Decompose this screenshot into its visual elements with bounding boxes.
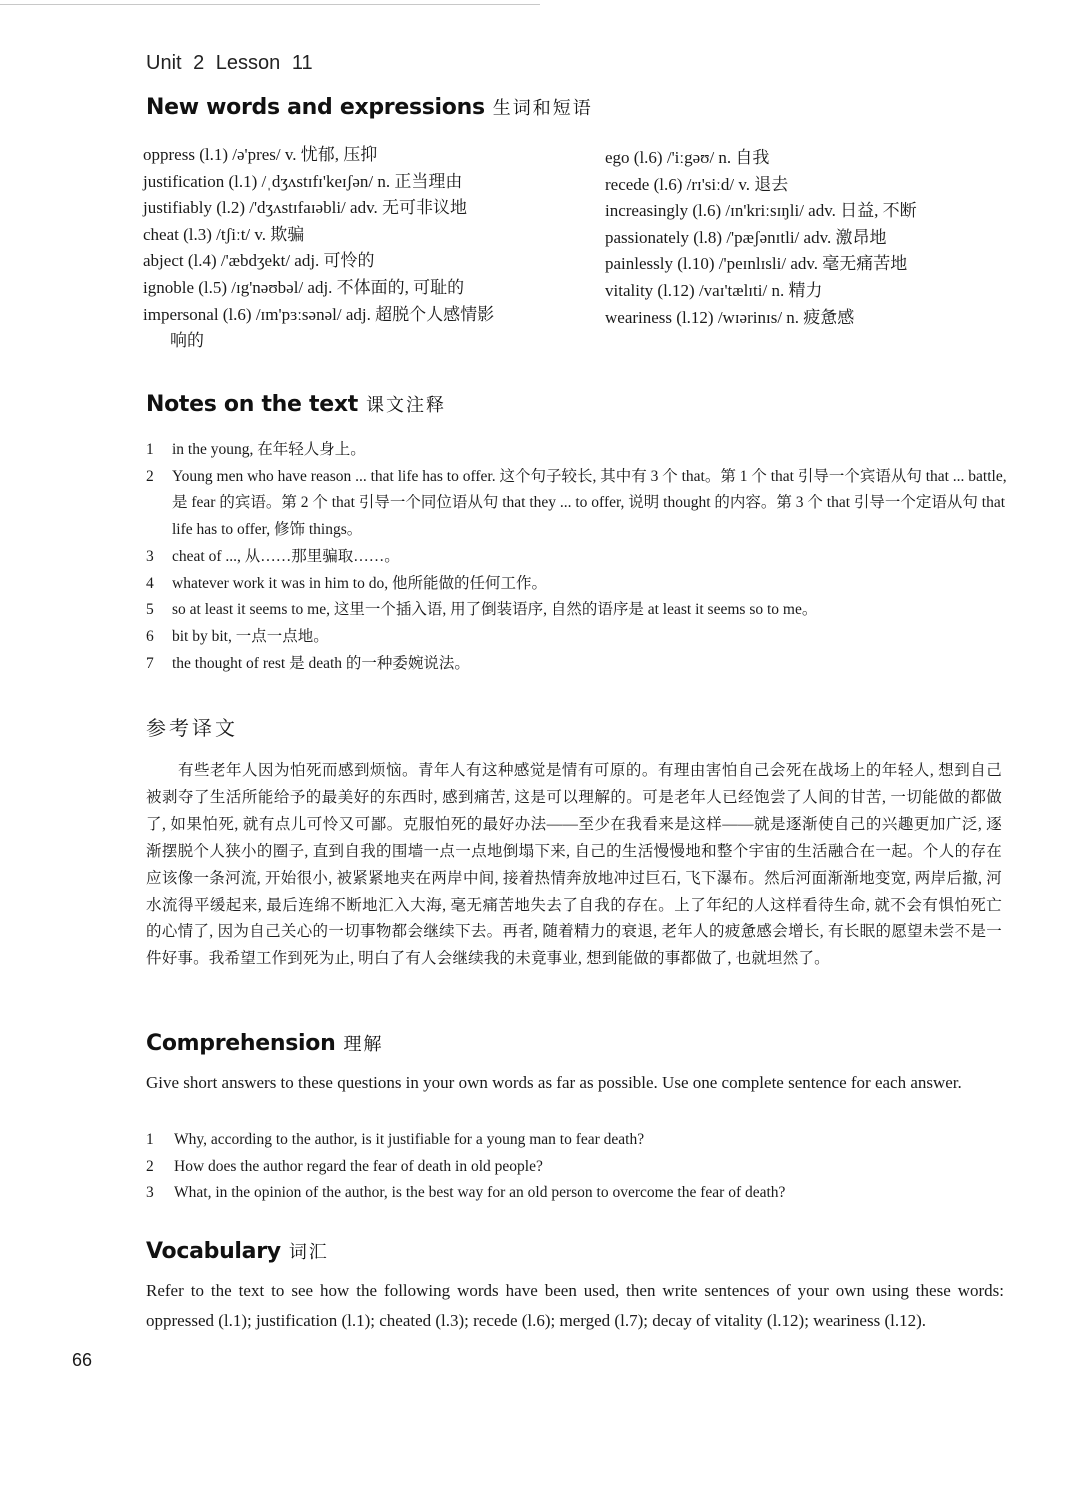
- note-item: [146, 437, 1016, 464]
- vocab-entry: passionately (l.8) /'pæʃənɪtli/ adv. 激昂地: [605, 227, 887, 247]
- note-item: [146, 544, 1016, 571]
- note-number: 3: [146, 547, 154, 565]
- notes-title: Notes on the text: [146, 392, 358, 417]
- translation-body: 有些老年人因为怕死而感到烦恼。青年人有这种感觉是情有可原的。有理由害怕自己会死在战场上的年轻人, 想到自己被剥夺了生活所能给予的最美好的东西时, 感到痛苦, 这是可以理解的。可是老年人已经饱尝了人间的甘苦, 一切能做的都做了, 如果怕死, 就有点儿可怜又可鄙。克服怕死的最好办法——至少在我看来是这样——就是逐渐使自己的兴趣更加广泛, 逐渐摆脱个人狭小的圈子, 直到自我的围墙一点一点地倒塌下来, 自己的生活慢慢地和整个宇宙的生活融合在一起。个人的存在应该像一条河流, 开始很小, 被紧紧地夹在两岸中间, 接着热情奔放地冲过巨石, 飞下瀑布。然后河面渐渐地变宽, 两岸后撤, 河水流得平缓起来, 最后连绵不断地汇入大海, 毫无痛苦地失去了自我的存在。上了年纪的人这样看待生命, 就不会有惧怕死亡的心情了, 因为自己关心的一切事物都会继续下去。再者, 随着精力的衰退, 老年人的疲惫感会增长, 有长眠的愿望未尝不是一件好事。我希望工作到死为止, 明白了有人会继续我的未竟事业, 想到能做的事都做了, 也就坦然了。: [146, 762, 1002, 968]
- comprehension-heading: [146, 1030, 383, 1056]
- question-number: 2: [146, 1157, 154, 1175]
- note-number: 4: [146, 574, 154, 592]
- note-text: the thought of rest 是 death 的一种委婉说法。: [172, 654, 470, 672]
- vocab-entry: increasingly (l.6) /ɪn'kriːsɪŋli/ adv. 日益, 不断: [605, 201, 917, 221]
- vocab-list-right: [605, 145, 917, 331]
- question-text: What, in the opinion of the author, is the best way for an old person to overcome the fear of death?: [174, 1184, 786, 1202]
- note-item: [146, 464, 1016, 544]
- vocab-entry: vitality (l.12) /vaɪ'tælɪti/ n. 精力: [605, 280, 823, 300]
- question-number: 1: [146, 1131, 154, 1148]
- vocabulary-heading: [146, 1238, 329, 1264]
- note-number: 1: [146, 441, 154, 458]
- note-item: [146, 597, 1016, 624]
- note-text: cheat of ..., 从……那里骗取……。: [172, 547, 400, 565]
- note-text: in the young, 在年轻人身上。: [172, 441, 366, 458]
- vocabulary-instruction: Refer to the text to see how the following words have been used, then write sentences of your own using these words: oppressed (l.1); justification (l.1); cheated (l.3); recede (l.6); merged (l.7); decay of vitality (l.12); weariness (l.12).: [146, 1281, 1004, 1330]
- question-number: 3: [146, 1184, 154, 1202]
- note-text: whatever work it was in him to do, 他所能做的任何工作。: [172, 574, 547, 592]
- vocab-entry: oppress (l.1) /ə'pres/ v. 忧郁, 压抑: [143, 145, 378, 164]
- vocab-entry: painlessly (l.10) /'peɪnlɪsli/ adv. 毫无痛苦地: [605, 254, 908, 274]
- note-number: 7: [146, 654, 154, 672]
- note-number: 6: [146, 627, 154, 645]
- note-number: 5: [146, 601, 154, 619]
- vocab-entry: justification (l.1) /ˌdʒʌstɪfɪ'keɪʃən/ n. 正当理由: [143, 171, 463, 191]
- question-text: How does the author regard the fear of death in old people?: [174, 1157, 543, 1175]
- notes-title-cn: 课文注释: [365, 395, 446, 416]
- comprehension-title-cn: 理解: [343, 1034, 384, 1055]
- comprehension-title: Comprehension: [146, 1031, 336, 1056]
- note-item: [146, 571, 1016, 598]
- vocab-entry: ignoble (l.5) /ɪg'nəʊbəl/ adj. 不体面的, 可耻的: [143, 277, 465, 297]
- vocab-entry: recede (l.6) /rɪ'siːd/ v. 退去: [605, 174, 789, 194]
- comprehension-instruction: Give short answers to these questions in your own words as far as possible. Use one complete sentence for each answer.: [146, 1073, 962, 1092]
- vocab-entry: justifiably (l.2) /'dʒʌstɪfaɪəbli/ adv. 无可非议地: [143, 198, 467, 218]
- vocab-list-left: [143, 142, 494, 355]
- note-item: [146, 651, 1016, 678]
- new-words-title-cn: 生词和短语: [492, 98, 593, 119]
- question-text: Why, according to the author, is it justifiable for a young man to fear death?: [174, 1131, 645, 1148]
- note-text: bit by bit, 一点一点地。: [172, 627, 329, 645]
- question-item: [146, 1154, 1016, 1181]
- notes-heading: [146, 391, 446, 417]
- vocabulary-title-cn: 词汇: [288, 1242, 329, 1263]
- notes-list: [146, 437, 1016, 677]
- page-number: 66: [72, 1350, 93, 1370]
- translation-title: 参考译文: [146, 716, 238, 740]
- vocab-entry-continuation: 响的: [170, 331, 204, 351]
- vocab-entry: abject (l.4) /'æbdʒekt/ adj. 可怜的: [143, 251, 375, 271]
- note-item: [146, 624, 1016, 651]
- unit-lesson-header: Unit 2 Lesson 11: [146, 52, 313, 74]
- vocab-entry: cheat (l.3) /tʃiːt/ v. 欺骗: [143, 224, 305, 244]
- note-text: Young men who have reason ... that life has to offer. 这个句子较长, 其中有 3 个 that。第 1 个 that 引导一个宾语从句 that ... battle, 是 fear 的宾语。第 2 个 that 引导一个同位语从句 that they ... to offer, 说明 thought 的内容。第 3 个 that 引导一个定语从句 that life has to offer, 修饰 things。: [172, 467, 1007, 539]
- top-rule: [0, 4, 540, 5]
- note-text: so at least it seems to me, 这里一个插入语, 用了倒装语序, 自然的语序是 at least it seems so to me。: [172, 601, 818, 619]
- vocab-entry: weariness (l.12) /wɪərinɪs/ n. 疲惫感: [605, 307, 855, 327]
- new-words-title: New words and expressions: [146, 95, 485, 120]
- question-item: [146, 1180, 1016, 1207]
- note-number: 2: [146, 467, 154, 485]
- question-item: [146, 1127, 1016, 1154]
- comprehension-questions: [146, 1127, 1016, 1207]
- vocab-entry: impersonal (l.6) /ɪm'pɜːsənəl/ adj. 超脱个人感情影: [143, 304, 495, 324]
- vocabulary-title: Vocabulary: [146, 1239, 281, 1264]
- vocab-entry: ego (l.6) /'iːgəʊ/ n. 自我: [605, 148, 770, 167]
- new-words-heading: [146, 94, 593, 120]
